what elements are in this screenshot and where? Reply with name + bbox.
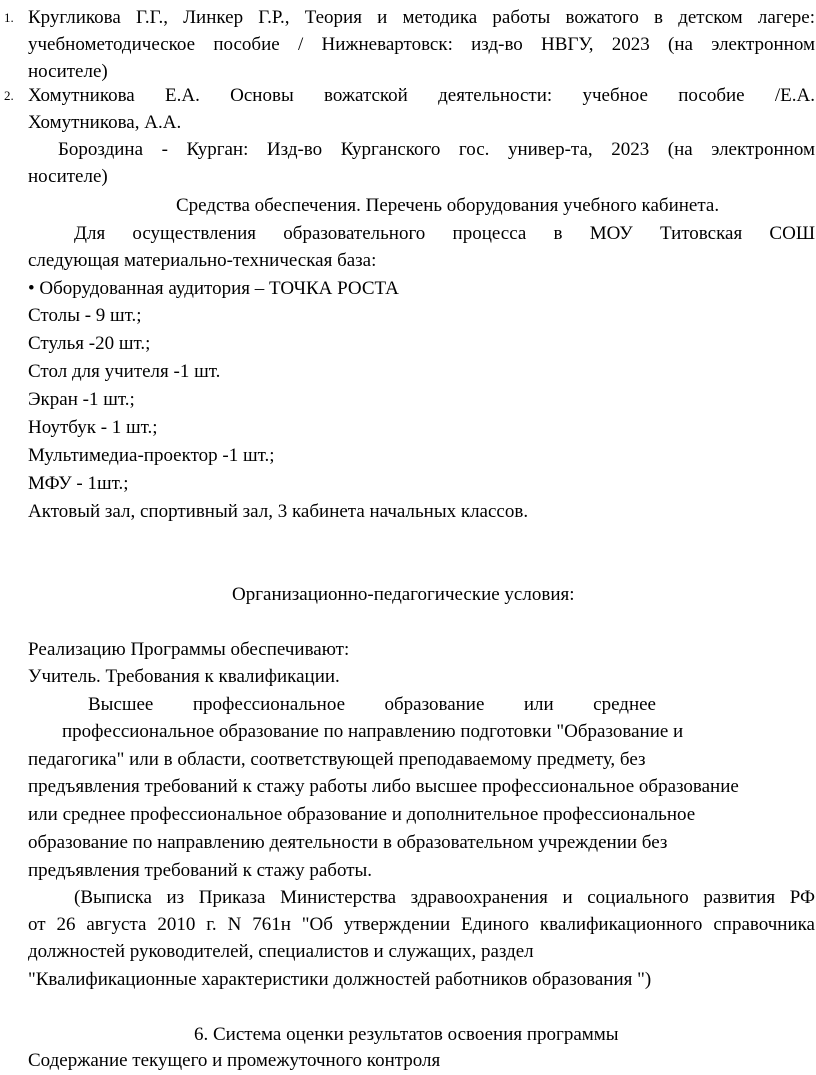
reference-line: учебнометодическое пособие / Нижневартовск: изд-во НВГУ, 2023 (на электронном bbox=[28, 34, 815, 55]
reference-item-2 bbox=[4, 82, 815, 136]
equipment-item: Экран -1 шт.; bbox=[28, 389, 135, 410]
extract-line: (Выписка из Приказа Министерства здравоохранения и социального развития РФ bbox=[74, 887, 815, 908]
qualification-line: предъявления требований к стажу работы либо высшее профессиональное образование bbox=[28, 776, 739, 797]
qualification-line: предъявления требований к стажу работы. bbox=[28, 860, 373, 881]
reference-number: 1. bbox=[4, 10, 14, 25]
qualification-first-line: Высшее профессиональное образование или среднее bbox=[88, 694, 656, 715]
qualification-line: образование по направлению деятельности в образовательном учреждении без bbox=[28, 832, 668, 853]
qualification-line: или среднее профессиональное образование и дополнительное профессиональное bbox=[28, 804, 696, 825]
reference-line: Хомутникова Е.А. Основы вожатской деятельности: учебное пособие /Е.А. bbox=[28, 85, 815, 106]
org-conditions-line: Реализацию Программы обеспечивают: bbox=[28, 639, 350, 660]
equipment-intro-line: Для осуществления образовательного процесса в МОУ Титовская СОШ bbox=[74, 223, 815, 244]
reference-number: 2. bbox=[4, 88, 14, 103]
equipment-item: МФУ - 1шт.; bbox=[28, 473, 129, 494]
qualification-line: педагогика" или в области, соответствующей преподаваемому предмету, без bbox=[28, 749, 646, 770]
org-conditions-line: Учитель. Требования к квалификации. bbox=[28, 666, 340, 687]
reference-continuation-line: носителе) bbox=[28, 166, 108, 187]
equipment-item: Мультимедиа-проектор -1 шт.; bbox=[28, 445, 275, 466]
reference-item-1 bbox=[4, 4, 815, 85]
equipment-item: Ноутбук - 1 шт.; bbox=[28, 417, 158, 438]
org-conditions-heading: Организационно-педагогические условия: bbox=[232, 584, 575, 605]
equipment-item: Стол для учителя -1 шт. bbox=[28, 361, 221, 382]
equipment-item: Столы - 9 шт.; bbox=[28, 305, 142, 326]
reference-continuation-line: Бороздина - Курган: Изд-во Курганского гос. универ-та, 2023 (на электронном bbox=[58, 139, 815, 160]
extract-line: должностей руководителей, специалистов и служащих, раздел bbox=[28, 941, 534, 962]
section-6-heading: 6. Система оценки результатов освоения программы bbox=[194, 1024, 619, 1045]
equipment-heading: Средства обеспечения. Перечень оборудования учебного кабинета. bbox=[176, 195, 720, 216]
extract-line: "Квалификационные характеристики должностей работников образования ") bbox=[28, 969, 652, 990]
equipment-item: Стулья -20 шт.; bbox=[28, 333, 151, 354]
equipment-intro-line: следующая материально-техническая база: bbox=[28, 250, 377, 271]
reference-line: носителе) bbox=[28, 61, 108, 82]
reference-line: Хомутникова, А.А. bbox=[28, 112, 182, 133]
section-6-subheading: Содержание текущего и промежуточного контроля bbox=[28, 1050, 441, 1071]
reference-line: Кругликова Г.Г., Линкер Г.Р., Теория и методика работы вожатого в детском лагере: bbox=[28, 7, 815, 28]
equipment-item: Актовый зал, спортивный зал, 3 кабинета начальных классов. bbox=[28, 501, 529, 522]
extract-line: от 26 августа 2010 г. N 761н "Об утверждении Единого квалификационного справочника bbox=[28, 914, 815, 935]
equipment-item: • Оборудованная аудитория – ТОЧКА РОСТА bbox=[28, 278, 399, 299]
qualification-line: профессиональное образование по направлению подготовки "Образование и bbox=[62, 721, 684, 742]
